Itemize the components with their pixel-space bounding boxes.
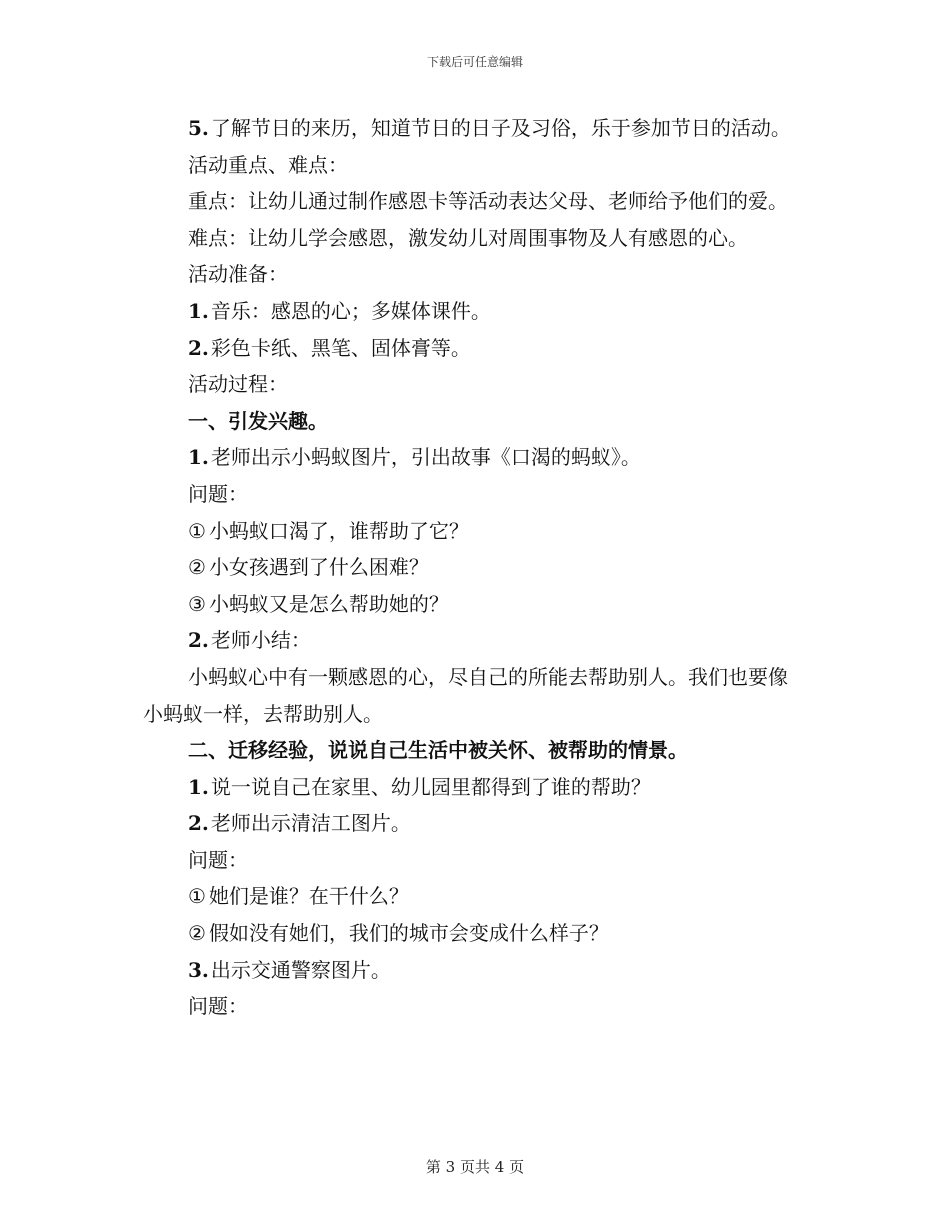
item-text: 老师出示小蚂蚁图片，引出故事《口渴的蚂蚁》。 bbox=[210, 445, 641, 470]
step-item bbox=[143, 769, 803, 806]
section-heading: 一、引发兴趣。 bbox=[188, 408, 328, 433]
circled-number: ② bbox=[188, 921, 206, 946]
item-text: 了解节日的来历，知道节日的日子及习俗，乐于参加节日的活动。 bbox=[210, 116, 791, 140]
question-label: 问题： bbox=[188, 481, 248, 506]
step-item bbox=[143, 952, 803, 989]
prep-title: 活动准备： bbox=[188, 262, 288, 287]
item-number: 1. bbox=[188, 774, 209, 799]
item-text: 说一说自己在家里、幼儿园里都得到了谁的帮助？ bbox=[210, 774, 651, 799]
step-item bbox=[143, 805, 803, 842]
item-number: 2. bbox=[188, 811, 209, 836]
circled-number: ② bbox=[188, 555, 206, 580]
item-text: 老师小结： bbox=[210, 628, 311, 653]
circled-number: ① bbox=[188, 518, 206, 543]
question-label: 问题： bbox=[188, 847, 248, 872]
summary-paragraph: 小蚂蚁心中有一颗感恩的心，尽自己的所能去帮助别人。我们也要像小蚂蚁一样，去帮助别人。 bbox=[143, 664, 788, 726]
circled-number: ③ bbox=[188, 591, 206, 616]
document-body bbox=[143, 110, 803, 1025]
question-item bbox=[143, 915, 803, 952]
prep-item bbox=[143, 293, 803, 330]
item-number: 1. bbox=[188, 445, 209, 470]
item-number: 5. bbox=[188, 116, 209, 140]
step-item bbox=[143, 439, 803, 476]
list-item-5 bbox=[143, 110, 803, 147]
question-item bbox=[143, 586, 803, 623]
question-text: 假如没有她们，我们的城市会变成什么样子？ bbox=[208, 921, 609, 946]
focus-difficult-point: 难点：让幼儿学会感恩，激发幼儿对周围事物及人有感恩的心。 bbox=[188, 225, 748, 250]
question-text: 小蚂蚁又是怎么帮助她的？ bbox=[208, 591, 449, 616]
circled-number: ① bbox=[188, 884, 206, 909]
item-text: 出示交通警察图片。 bbox=[210, 957, 391, 982]
header-note: 下载后可任意编辑 bbox=[426, 55, 523, 69]
question-item bbox=[143, 878, 803, 915]
item-number: 2. bbox=[188, 335, 209, 360]
item-number: 3. bbox=[188, 957, 209, 982]
step-item bbox=[143, 622, 803, 659]
question-text: 小蚂蚁口渴了，谁帮助了它？ bbox=[208, 518, 469, 543]
process-title: 活动过程： bbox=[188, 372, 288, 397]
item-text: 音乐：感恩的心；多媒体课件。 bbox=[210, 298, 491, 323]
prep-item bbox=[143, 330, 803, 367]
focus-key-point: 重点：让幼儿通过制作感恩卡等活动表达父母、老师给予他们的爱。 bbox=[188, 189, 788, 214]
item-number: 1. bbox=[188, 298, 209, 323]
question-item bbox=[143, 549, 803, 586]
item-text: 彩色卡纸、黑笔、固体膏等。 bbox=[210, 335, 471, 360]
item-text: 老师出示清洁工图片。 bbox=[210, 811, 411, 836]
section-heading: 二、迁移经验，说说自己生活中被关怀、被帮助的情景。 bbox=[188, 738, 688, 763]
question-text: 她们是谁？在干什么？ bbox=[208, 884, 409, 909]
focus-title: 活动重点、难点： bbox=[188, 152, 348, 177]
item-number: 2. bbox=[188, 628, 209, 653]
question-item bbox=[143, 513, 803, 550]
question-text: 小女孩遇到了什么困难？ bbox=[208, 555, 429, 580]
question-label: 问题： bbox=[188, 994, 248, 1019]
page-footer: 第 3 页共 4 页 bbox=[425, 1158, 525, 1176]
